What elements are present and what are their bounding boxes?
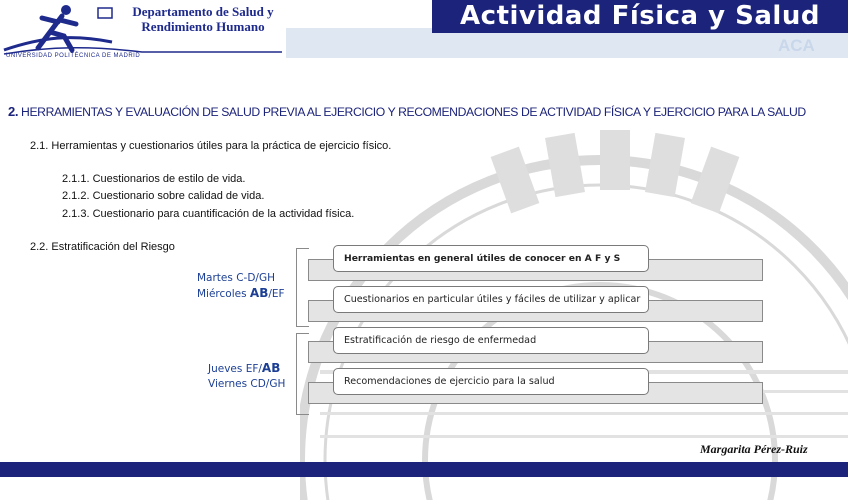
author-name: Margarita Pérez-Ruiz: [700, 442, 808, 456]
aca-watermark-text: ACA: [778, 36, 815, 55]
diagram-box-1: Herramientas en general útiles de conocer en A F y S: [333, 245, 649, 272]
outline-item-2-1: 2.1. Herramientas y cuestionarios útiles para la práctica de ejercicio físico.: [30, 140, 392, 152]
outline-item-2-1-2: 2.1.2. Cuestionario sobre calidad de vida.: [62, 190, 265, 202]
outline-item-2-1-1: 2.1.1. Cuestionarios de estilo de vida.: [62, 173, 246, 185]
section-heading: [8, 104, 806, 119]
section-title: HERRAMIENTAS Y EVALUACIÓN DE SALUD PREVIA AL EJERCICIO Y RECOMENDACIONES DE ACTIVIDAD FÍSICA Y EJERCICIO PARA LA SALUD: [21, 105, 806, 119]
outline-item-2-2: 2.2. Estratificación del Riesgo: [30, 241, 175, 253]
schedule-group1-line1: Martes C-D/GH: [197, 272, 275, 284]
schedule-group2: [208, 361, 285, 392]
schedule-group2-line2: Viernes CD/GH: [208, 378, 286, 390]
outline-item-2-1-3: 2.1.3. Cuestionario para cuantificación de la actividad física.: [62, 208, 355, 220]
schedule-group1: [197, 271, 285, 302]
department-name: Departamento de Salud y Rendimiento Humano: [132, 4, 274, 34]
diagram-box-2: Cuestionarios en particular útiles y fáciles de utilizar y aplicar: [333, 286, 649, 313]
university-name: UNIVERSIDAD POLITÉCNICA DE MADRID: [6, 53, 141, 59]
diagram-box-4: Recomendaciones de ejercicio para la salud: [333, 368, 649, 395]
schedule-group2-line1: Jueves EF/AB: [208, 361, 281, 375]
diagram-box-3: Estratificación de riesgo de enfermedad: [333, 327, 649, 354]
section-number: 2.: [8, 104, 19, 119]
page-title: Actividad Física y Salud: [432, 0, 848, 33]
schedule-group1-line2: Miércoles AB/EF: [197, 286, 285, 300]
footer-bar: [0, 462, 848, 477]
